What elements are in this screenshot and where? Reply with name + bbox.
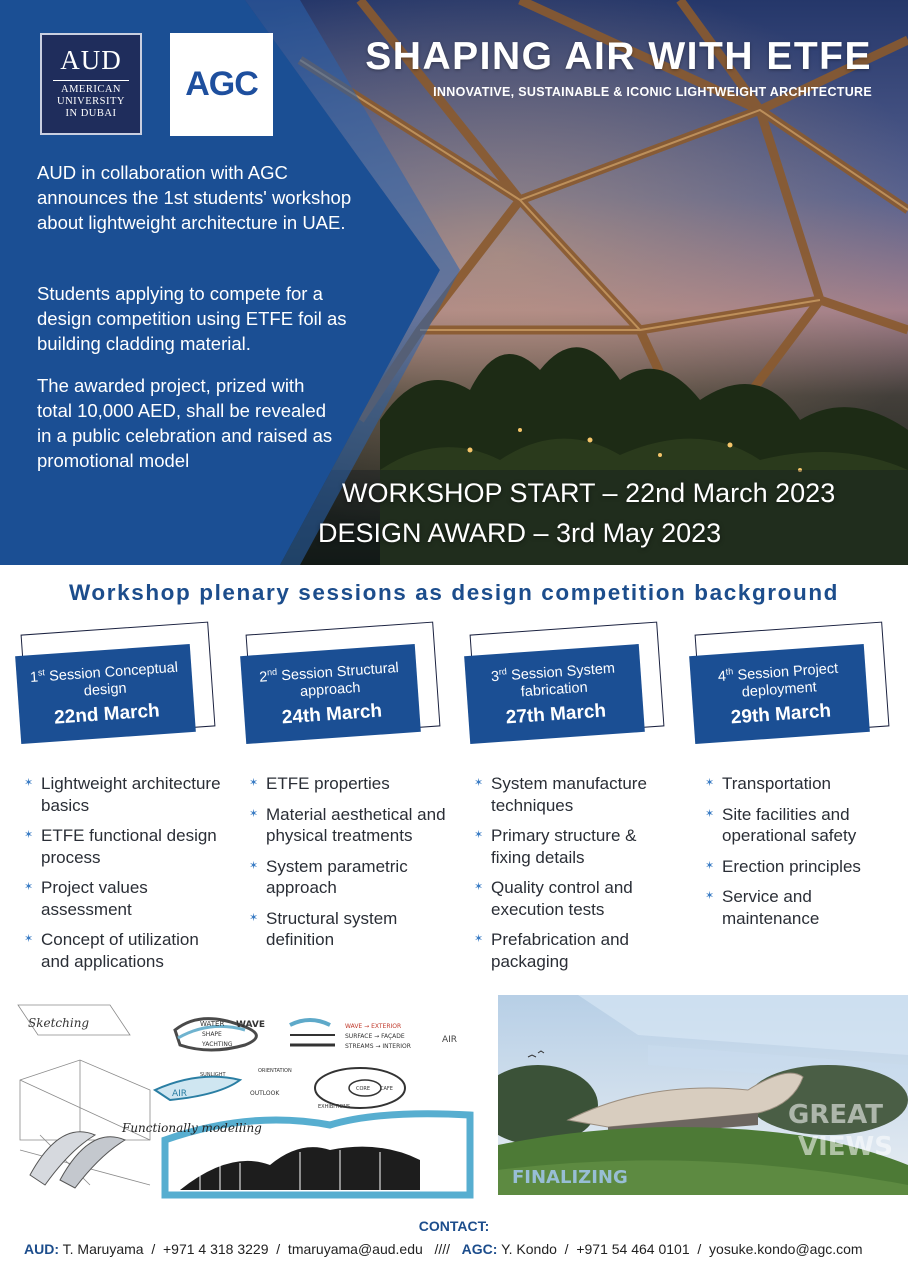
page-title: SHAPING AIR WITH ETFE xyxy=(365,35,872,78)
list-item: ✶ Prefabrication and packaging xyxy=(474,930,629,971)
star-bullet-icon: ✶ xyxy=(249,807,259,820)
star-bullet-icon: ✶ xyxy=(24,933,34,945)
session-date: 22nd March xyxy=(53,700,161,729)
star-bullet-icon: ✶ xyxy=(249,859,259,872)
star-bullet-icon: ✶ xyxy=(705,807,715,820)
session-card-2 xyxy=(243,622,453,747)
surface-facade-label: SURFACE → FAÇADE xyxy=(345,1033,405,1040)
design-award-date: DESIGN AWARD – 3rd May 2023 xyxy=(318,518,722,548)
final-render-image xyxy=(498,995,908,1195)
list-item: ✶ Structural system definition xyxy=(249,908,398,949)
list-item: ✶ Service and maintenance xyxy=(705,887,820,928)
session-1-topics xyxy=(24,773,224,981)
session-badge xyxy=(464,644,645,744)
contact-details xyxy=(24,1241,863,1257)
aud-logo xyxy=(40,33,142,135)
intro-paragraph-collaboration: AUD in collaboration with AGC announces the 1st students' workshop about lightweight architecture in UAE. xyxy=(37,162,352,233)
list-item: ✶ Quality control and execution tests xyxy=(474,878,633,919)
list-item: ✶ Site facilities and operational safety xyxy=(705,804,857,845)
session-4-topics xyxy=(705,773,895,938)
core-label: CORE xyxy=(356,1086,371,1092)
star-bullet-icon: ✶ xyxy=(249,911,259,924)
star-bullet-icon: ✶ xyxy=(249,777,259,789)
orientation-label: ORIENTATION xyxy=(258,1068,292,1074)
shape-label: SHAPE xyxy=(202,1031,222,1038)
session-card-1 xyxy=(18,622,228,747)
star-bullet-icon: ✶ xyxy=(24,829,34,841)
intro-paragraph-competition: Students applying to compete for a design competition using ETFE foil as building cladding material. xyxy=(37,283,347,354)
star-bullet-icon: ✶ xyxy=(705,859,715,872)
star-bullet-icon: ✶ xyxy=(24,881,34,893)
session-date: 24th March xyxy=(281,700,383,729)
star-bullet-icon: ✶ xyxy=(474,881,484,893)
session-badge xyxy=(240,644,421,744)
list-item: ✶ ETFE functional design process xyxy=(24,826,217,867)
wave-exterior-label: WAVE → EXTERIOR xyxy=(345,1023,402,1030)
water-label: WATER xyxy=(200,1020,225,1028)
list-item: ✶ Primary structure & fixing details xyxy=(474,826,637,867)
star-bullet-icon: ✶ xyxy=(705,890,715,902)
workshop-start-date: WORKSHOP START – 22nd March 2023 xyxy=(342,478,836,508)
session-badge xyxy=(15,644,196,744)
list-item: ✶ Material aesthetical and physical treatments xyxy=(249,804,446,845)
sketching-label: Sketching xyxy=(28,1016,90,1030)
page-subtitle: INNOVATIVE, SUSTAINABLE & ICONIC LIGHTWEIGHT ARCHITECTURE xyxy=(433,85,872,99)
finalizing-label: FINALIZING xyxy=(512,1167,628,1188)
sessions-heading: Workshop plenary sessions as design competition background xyxy=(68,580,840,605)
star-bullet-icon: ✶ xyxy=(24,777,34,789)
session-2-topics xyxy=(249,773,449,960)
agc-contact-value: Y. Kondo / +971 54 464 0101 / yosuke.kondo@agc.com xyxy=(497,1241,863,1257)
list-item: ✶ Lightweight architecture basics xyxy=(24,774,221,815)
aud-logo-line-3: IN DUBAI xyxy=(65,108,117,119)
hero-banner xyxy=(0,0,908,565)
wave-label: WAVE xyxy=(236,1020,265,1030)
star-bullet-icon: ✶ xyxy=(474,933,484,945)
session-badge xyxy=(689,644,870,744)
great-label: GREAT xyxy=(788,1100,883,1130)
session-date: 27th March xyxy=(505,700,607,729)
list-item: ✶ System parametric approach xyxy=(249,856,408,897)
intro-paragraph-prize: The awarded project, prized with total 10,000 AED, shall be revealed in a public celebration and raised as promotional model xyxy=(37,375,333,471)
yachting-label: YACHTING xyxy=(202,1041,233,1048)
session-card-3 xyxy=(467,622,677,747)
aud-logo-line-1: AMERICAN xyxy=(60,84,121,95)
agc-logo: AGC xyxy=(170,33,273,136)
session-card-4 xyxy=(692,622,902,747)
list-item: ✶ Transportation xyxy=(705,774,831,793)
air-label-left: AIR xyxy=(172,1089,188,1099)
star-bullet-icon: ✶ xyxy=(474,829,484,841)
air-label-right: AIR xyxy=(442,1035,458,1045)
list-item: ✶ System manufacture techniques xyxy=(474,774,647,815)
star-bullet-icon: ✶ xyxy=(705,777,715,789)
session-title: 2nd Session Structural approach xyxy=(258,660,400,700)
list-item: ✶ Erection principles xyxy=(705,856,861,876)
session-title: 3rd Session System fabrication xyxy=(490,660,616,701)
session-date: 29th March xyxy=(730,700,832,729)
sunlight-label: SUNLIGHT xyxy=(200,1072,226,1078)
aud-logo-mark: AUD xyxy=(60,45,122,75)
functionally-modelling-label: Functionally modelling xyxy=(122,1121,262,1135)
aud-logo-line-2: UNIVERSITY xyxy=(57,96,125,107)
session-3-topics xyxy=(474,773,679,981)
aud-contact-key: AUD: xyxy=(24,1241,59,1257)
exhibitions-label: EXHIBITIONS xyxy=(318,1104,351,1110)
views-label: VIEWS xyxy=(798,1132,893,1162)
session-title: 4th Session Project deployment xyxy=(717,660,839,701)
list-item: ✶ Concept of utilization and applications xyxy=(24,930,199,971)
list-item: ✶ ETFE properties xyxy=(249,774,390,793)
outlook-label: OUTLOOK xyxy=(250,1090,280,1097)
session-title: 1st Session Conceptual design xyxy=(29,659,179,700)
star-bullet-icon: ✶ xyxy=(474,777,484,789)
design-sketches-image xyxy=(0,1000,496,1200)
aud-contact-value: T. Maruyama / +971 4 318 3229 / tmaruyama@aud.edu //// xyxy=(59,1241,462,1257)
streams-interior-label: STREAMS → INTERIOR xyxy=(345,1043,411,1050)
agc-contact-key: AGC: xyxy=(461,1241,498,1257)
contact-heading: CONTACT: xyxy=(418,1218,490,1234)
list-item: ✶ Project values assessment xyxy=(24,878,148,919)
aud-logo-rule xyxy=(53,80,129,81)
cafe-label: CAFE xyxy=(380,1086,393,1092)
